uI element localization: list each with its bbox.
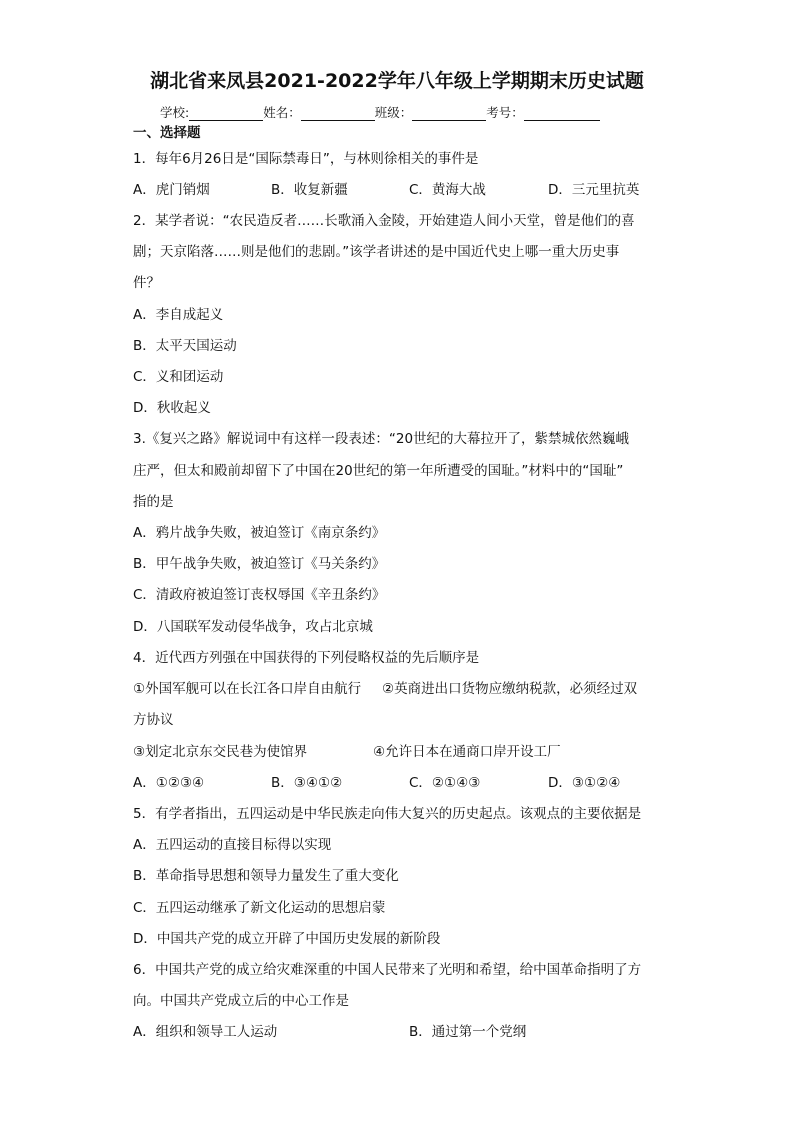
question-1-option-b: B．收复新疆 <box>271 182 348 198</box>
question-6-option-b: B．通过第一个党纲 <box>409 1024 527 1040</box>
question-1-option-c: C．黄海大战 <box>409 182 486 198</box>
section-heading: 一、选择题 <box>133 125 201 141</box>
question-4-item-2-continued: 方协议 <box>133 712 174 728</box>
question-3-option-d: D．八国联军发动侵华战争，攻占北京城 <box>133 619 373 635</box>
school-label: 学校: <box>160 105 190 120</box>
number-label: 考号： <box>486 105 524 120</box>
school-field[interactable] <box>189 108 263 121</box>
question-5-option-b: B．革命指导思想和领导力量发生了重大变化 <box>133 868 399 884</box>
question-3-stem-line-1: 3.《复兴之路》解说词中有这样一段表述：“20世纪的大幕拉开了，紫禁城依然巍峨 <box>133 431 630 447</box>
question-6-option-a: A．组织和领导工人运动 <box>133 1024 278 1040</box>
question-2-stem-line-3: 件？ <box>133 275 160 291</box>
question-4-item-4: ④允许日本在通商口岸开设工厂 <box>373 744 561 760</box>
question-3-option-b: B．甲午战争失败，被迫签订《马关条约》 <box>133 556 386 572</box>
question-1-option-a: A．虎门销烟 <box>133 182 210 198</box>
question-5-option-a: A．五四运动的直接目标得以实现 <box>133 837 332 853</box>
student-info-line <box>160 103 600 121</box>
number-field[interactable] <box>524 108 600 121</box>
name-label: 姓名： <box>263 105 301 120</box>
question-1-stem: 1．每年6月26日是“国际禁毒日”，与林则徐相关的事件是 <box>133 151 479 167</box>
question-1-option-d: D．三元里抗英 <box>548 182 640 198</box>
class-field[interactable] <box>412 108 486 121</box>
question-3-option-c: C．清政府被迫签订丧权辱国《辛丑条约》 <box>133 587 386 603</box>
name-field[interactable] <box>301 108 375 121</box>
question-4-item-1: ①外国军舰可以在长江各口岸自由航行 <box>133 681 362 697</box>
question-4-stem: 4．近代西方列强在中国获得的下列侵略权益的先后顺序是 <box>133 650 480 666</box>
exam-title: 湖北省来凤县2021-2022学年八年级上学期期末历史试题 <box>150 70 644 92</box>
question-2-stem-line-2: 剧；天京陷落……则是他们的悲剧。”该学者讲述的是中国近代史上哪一重大历史事 <box>133 244 620 260</box>
question-5-stem: 5．有学者指出，五四运动是中华民族走向伟大复兴的历史起点。该观点的主要依据是 <box>133 806 642 822</box>
question-4-option-c: C．②①④③ <box>409 775 481 791</box>
question-2-option-d: D．秋收起义 <box>133 400 211 416</box>
question-6-stem-line-1: 6．中国共产党的成立给灾难深重的中国人民带来了光明和希望，给中国革命指明了方 <box>133 962 642 978</box>
question-2-option-c: C．义和团运动 <box>133 369 224 385</box>
question-2-stem-line-1: 2．某学者说：“农民造反者……长歌涌入金陵，开始建造人间小天堂，曾是他们的喜 <box>133 213 635 229</box>
question-2-option-a: A．李自成起义 <box>133 307 224 323</box>
question-2-option-b: B．太平天国运动 <box>133 338 237 354</box>
question-3-option-a: A．鸦片战争失败，被迫签订《南京条约》 <box>133 525 386 541</box>
question-4-option-a: A．①②③④ <box>133 775 205 791</box>
question-4-item-3: ③划定北京东交民巷为使馆界 <box>133 744 308 760</box>
question-5-option-c: C．五四运动继承了新文化运动的思想启蒙 <box>133 900 386 916</box>
question-5-option-d: D．中国共产党的成立开辟了中国历史发展的新阶段 <box>133 931 441 947</box>
question-3-stem-line-3: 指的是 <box>133 494 174 510</box>
question-3-stem-line-2: 庄严，但太和殿前却留下了中国在20世纪的第一年所遭受的国耻。”材料中的“国耻” <box>133 463 624 479</box>
question-6-stem-line-2: 向。中国共产党成立后的中心工作是 <box>133 993 349 1009</box>
question-4-option-b: B．③④①② <box>271 775 343 791</box>
question-4-item-2: ②英商进出口货物应缴纳税款，必须经过双 <box>382 681 638 697</box>
question-4-option-d: D．③①②④ <box>548 775 621 791</box>
class-label: 班级： <box>374 105 413 120</box>
